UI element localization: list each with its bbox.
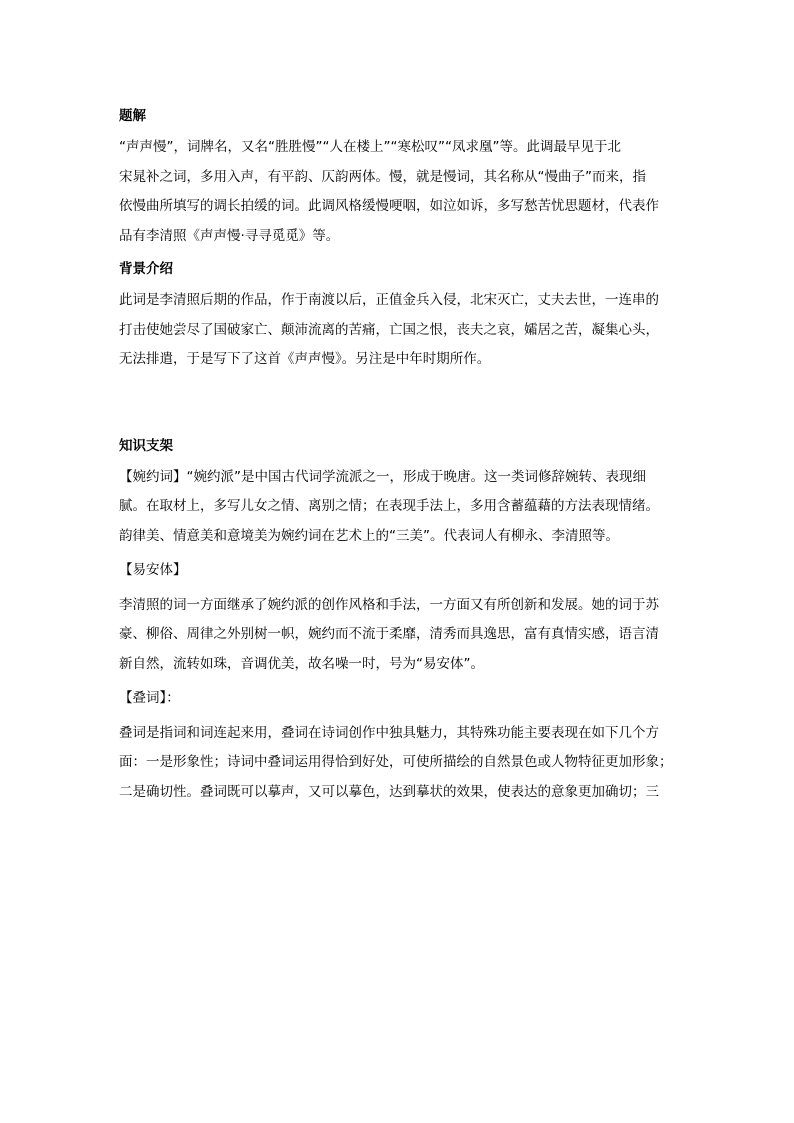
document-page [119,103,679,812]
text-line: 李清照的词一方面继承了婉约派的创作风格和手法，一方面又有所创新和发展。她的词于苏 [119,596,659,613]
paragraph-diechi [119,719,679,808]
text-line: 腻。在取材上，多写儿女之情、离别之情；在表现手法上，多用含蓄蕴藉的方法表现情绪。 [119,498,659,514]
text-line: 无法排遣，于是写下了这首《声声慢》。另注是中年时期所作。 [119,351,491,367]
text-line: 打击使她尝尽了国破家亡、颠沛流离的苦痛，亡国之恨，丧夫之哀，孀居之苦，凝集心头， [119,321,659,338]
text-line: 豪、柳俗、周律之外别树一帜，婉约而不流于柔靡，清秀而具逸思，富有真情实感，语言清 [119,626,659,642]
paragraph-beijing [119,286,679,375]
section-heading-zhishi: 知识支架 [119,437,173,454]
text-line: 宋晁补之词，多用入声，有平韵、仄韵两体。慢，就是慢词，其名称从“慢曲子”而来，指 [119,168,646,185]
subheading-yian: 【易安体】 [119,562,187,578]
section-heading-tijie: 题解 [119,108,146,124]
text-line: 二是确切性。叠词既可以摹声，又可以摹色，达到摹状的效果，使表达的意象更加确切；三 [119,783,659,800]
text-line: 叠词是指词和词连起来用，叠词在诗词创作中独具魅力，其特殊功能主要表现在如下几个方 [119,724,659,741]
section-heading-beijing: 背景介绍 [119,261,173,277]
text-line: 新自然，流转如珠，音调优美，故名噪一时，号为“易安体”。 [119,655,484,672]
text-line: 【婉约词】“婉约派”是中国古代词学流派之一，形成于晚唐。这一类词修辞婉转、表现细 [119,468,646,485]
text-line: 品有李清照《声声慢·寻寻觅觅》等。 [119,227,340,244]
text-line: 面：一是形象性；诗词中叠词运用得恰到好处，可使所描绘的自然景色或人物特征更加形象； [119,754,673,770]
paragraph-wanyue [119,463,679,552]
text-line: 依慢曲所填写的调长拍缓的词。此调风格缓慢哽咽，如泣如诉，多写愁苦忧思题材，代表作 [119,198,659,214]
text-line: 韵律美、情意美和意境美为婉约词在艺术上的“三美”。代表词人有柳永、李清照等。 [119,527,619,544]
paragraph-tijie [119,133,679,251]
subheading-diechi: 【叠词】： [119,690,180,706]
text-line: 此词是李清照后期的作品，作于南渡以后，正值金兵入侵，北宋灭亡，丈夫去世，一连串的 [119,292,659,308]
text-line: “声声慢”，词牌名，又名“胜胜慢”“人在楼上”“寒松叹”“凤求凰”等。此调最早见于北 [119,139,621,155]
paragraph-yian [119,591,679,680]
